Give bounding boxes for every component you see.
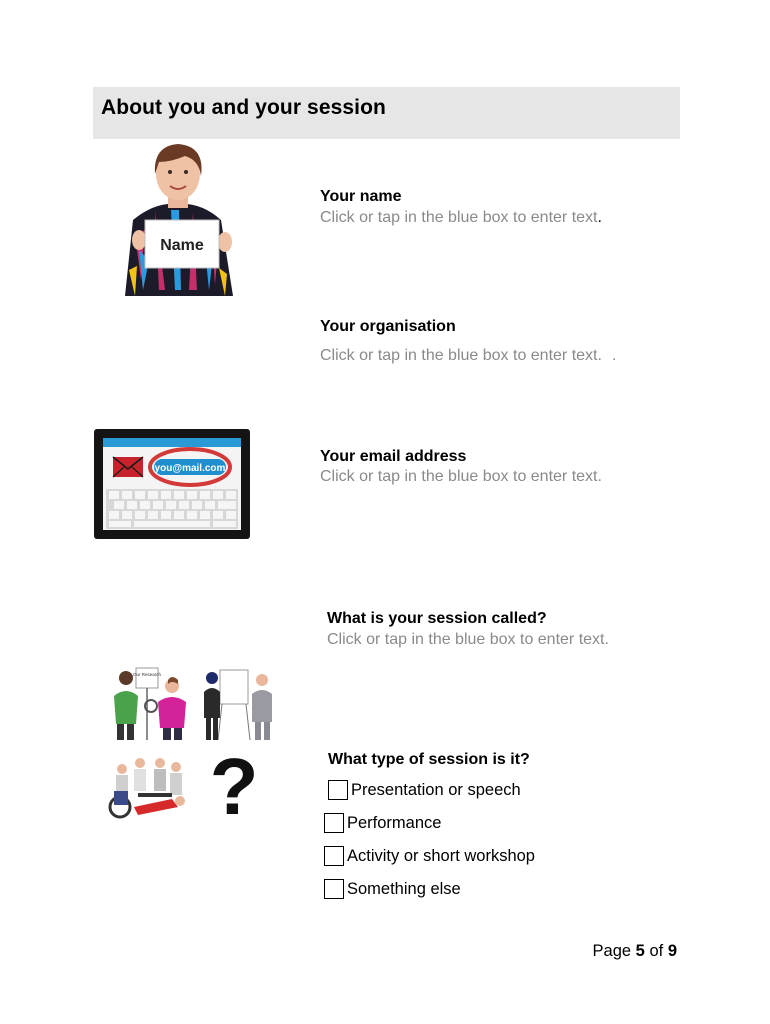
organisation-placeholder: Click or tap in the blue box to enter text. [320,347,602,364]
checkbox-presentation[interactable] [328,780,348,800]
email-input[interactable] [320,468,602,486]
organisation-input[interactable] [320,347,616,365]
email-label: Your email address [320,448,467,465]
question-mark-image [208,750,260,822]
session-type-question: What type of session is it? [328,751,530,768]
person-holding-name-card-image [115,140,240,296]
option-performance[interactable] [324,813,441,833]
option-something-else-label: Something else [347,879,461,898]
session-name-input[interactable] [327,631,609,649]
current-page: 5 [635,942,645,960]
option-presentation-label: Presentation or speech [351,780,521,799]
checkbox-performance[interactable] [324,813,344,833]
option-presentation[interactable] [328,780,521,800]
organisation-label: Your organisation [320,318,456,335]
organisation-trailing-dot: . [611,347,617,364]
page-number [593,942,677,961]
poster-text: Our Research [132,672,162,677]
session-name-label: What is your session called? [327,610,547,627]
option-activity-label: Activity or short workshop [347,846,535,865]
performance-group-image [108,755,188,821]
flipchart-presenters-image [200,666,276,742]
name-trailing-dot: . [597,209,602,226]
section-header [93,87,680,139]
section-title: About you and your session [101,96,386,119]
option-something-else[interactable] [324,879,461,899]
question-mark-glyph: ? [209,750,259,822]
email-bubble-text: you@mail.com [154,463,226,474]
option-activity[interactable] [324,846,535,866]
name-card-text: Name [160,237,204,254]
checkbox-activity[interactable] [324,846,344,866]
name-placeholder: Click or tap in the blue box to enter text [320,209,598,226]
session-name-placeholder: Click or tap in the blue box to enter text. [327,631,609,648]
email-placeholder: Click or tap in the blue box to enter text. [320,468,602,485]
page-of: of [649,942,664,960]
name-input[interactable] [320,209,602,227]
total-pages: 9 [667,942,677,960]
checkbox-something-else[interactable] [324,879,344,899]
option-performance-label: Performance [347,813,442,832]
page-prefix: Page [592,942,632,960]
name-label: Your name [320,188,402,205]
tablet-email-image [94,429,250,539]
presentation-people-image [108,666,190,742]
